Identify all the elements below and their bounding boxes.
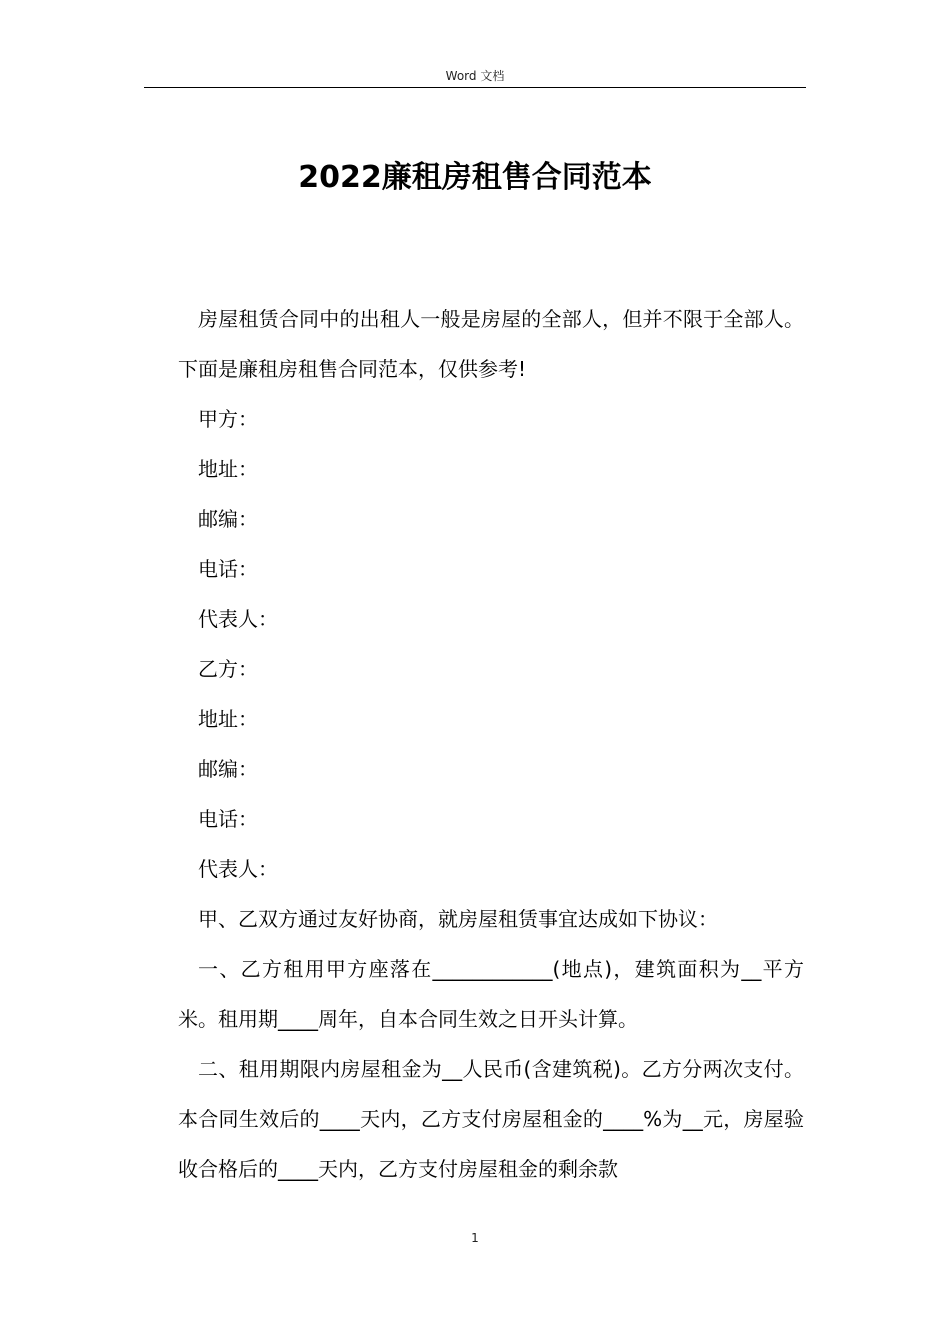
document-title: 2022廉租房租售合同范本 [298,160,652,195]
party-b-representative: 代表人： [198,857,278,881]
party-a-representative: 代表人： [198,607,278,631]
party-a-phone: 电话： [198,557,258,581]
page-number: 1 [471,1231,479,1245]
party-a-label: 甲方： [198,407,258,431]
agreement-intro: 甲、乙双方通过友好协商，就房屋租赁事宜达成如下协议： [198,907,718,931]
clause-two: 二、租用期限内房屋租金为__人民币(含建筑税)。乙方分两次支付。本合同生效后的____天内，乙方支付房屋租金的____%为__元，房屋验收合格后的____天内，乙方支付房屋租金的剩余款 [178,1057,804,1181]
party-b-address: 地址： [198,707,258,731]
party-a-postcode: 邮编： [198,507,258,531]
party-a-address: 地址： [198,457,258,481]
party-b-postcode: 邮编： [198,757,258,781]
page-header-label: Word 文档 [445,69,505,83]
intro-paragraph: 房屋租赁合同中的出租人一般是房屋的全部人，但并不限于全部人。下面是廉租房租售合同范本，仅供参考! [178,307,804,381]
party-b-label: 乙方： [198,657,258,681]
header-divider [144,87,806,88]
document-body [178,294,804,1194]
party-b-phone: 电话： [198,807,258,831]
clause-one: 一、乙方租用甲方座落在____________(地点)，建筑面积为__平方米。租用期____周年，自本合同生效之日开头计算。 [178,957,804,1031]
